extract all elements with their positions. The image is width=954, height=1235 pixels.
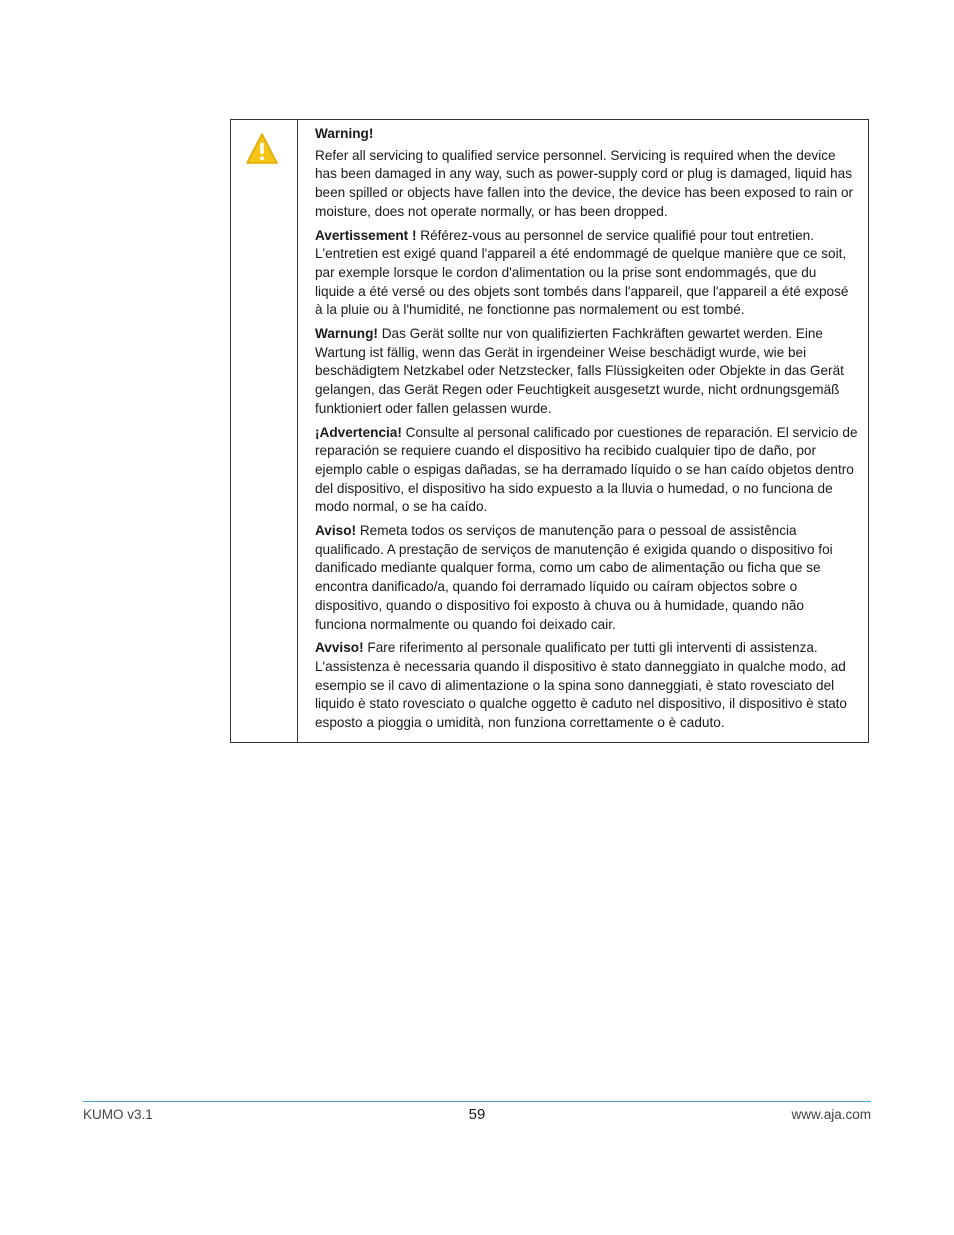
warning-triangle-icon	[245, 132, 279, 166]
warning-paragraph-fr	[315, 227, 858, 321]
warning-paragraph-pt	[315, 522, 858, 634]
warning-text-cell	[298, 120, 868, 742]
warning-paragraph-en	[315, 125, 858, 222]
warning-table	[230, 119, 869, 743]
warning-paragraph-de	[315, 325, 858, 419]
warning-lead-de: Warnung!	[315, 326, 378, 342]
warning-text-it: Fare riferimento al personale qualificato per tutti gli interventi di assistenza. L'assistenza è necessaria quando il dispositivo è stato danneggiato in qualche modo, ad esempio se il cavo di alimentazione o la spina sono danneggiati, è stato rovesciato del liquido è stato rovesciato o qualche oggetto è caduto nel dispositivo, il dispositivo è stato esposto a pioggia o umidità, non funziona correttamente o è caduto.	[315, 640, 847, 731]
warning-text-de: Das Gerät sollte nur von qualifizierten Fachkräften gewartet werden. Eine Wartung ist fällig, wenn das Gerät in irgendeiner Weise beschädigt wurde, wie bei beschädigtem Netzkabel oder Netzstecker, falls Flüssigkeiten oder Objekte in das Gerät gelangen, das Gerät Regen oder Feuchtigkeit ausgesetzt wurde, nicht ordnungsgemäß funktioniert oder fallen gelassen wurde.	[315, 326, 844, 416]
warning-title: Warning!	[315, 126, 374, 141]
footer-website: www.aja.com	[791, 1107, 871, 1122]
warning-text-fr: Référez-vous au personnel de service qualifié pour tout entretien. L'entretien est exigé quand l'appareil a été endommagé de quelque manière que ce soit, par exemple lorsque le cordon d'alimentation ou la prise sont endommagés, que du liquide a été versé ou des objets sont tombés dans l'appareil, que l'appareil a été exposé à la pluie ou à l'humidité, ne fonctionne pas normalement ou est tombé.	[315, 227, 849, 318]
warning-text-es: Consulte al personal calificado por cuestiones de reparación. El servicio de reparación se requiere cuando el dispositivo ha recibido cualquier tipo de daño, por ejemplo cable o espigas dañadas, se ha derramado líquido o se han caído objetos dentro del dispositivo, el dispositivo ha sido expuesto a la lluvia o humedad, o no funciona de modo normal, o se ha caído.	[315, 424, 858, 515]
warning-paragraph-es	[315, 424, 858, 518]
warning-text-pt: Remeta todos os serviços de manutenção para o pessoal de assistência qualificado. A prestação de serviços de manutenção é exigida quando o dispositivo foi danificado mediante qualquer forma, como um cabo de alimentação ou ficha que se encontra danificado/a, quando foi derramado líquido ou caíram objectos sobre o dispositivo, quando o dispositivo foi exposto à chuva ou à humidade, quando não funciona normalmente ou quando foi deixado cair.	[315, 523, 833, 632]
warning-body: Refer all servicing to qualified service personnel. Servicing is required when the device has been damaged in any way, such as power-supply cord or plug is damaged, liquid has been spilled or objects have fallen into the device, the device has been exposed to rain or moisture, does not operate normally, or has been dropped.	[315, 147, 854, 219]
footer-product-version: KUMO v3.1	[83, 1107, 153, 1122]
warning-lead-pt: Aviso!	[315, 523, 357, 539]
warning-paragraph-it	[315, 639, 858, 733]
warning-lead-es: ¡Advertencia!	[315, 424, 402, 440]
page-number: 59	[468, 1106, 486, 1123]
warning-lead-it: Avviso!	[315, 640, 364, 656]
icon-cell	[231, 120, 298, 742]
footer-rule	[83, 1101, 871, 1102]
warning-lead-fr: Avertissement !	[315, 227, 417, 243]
